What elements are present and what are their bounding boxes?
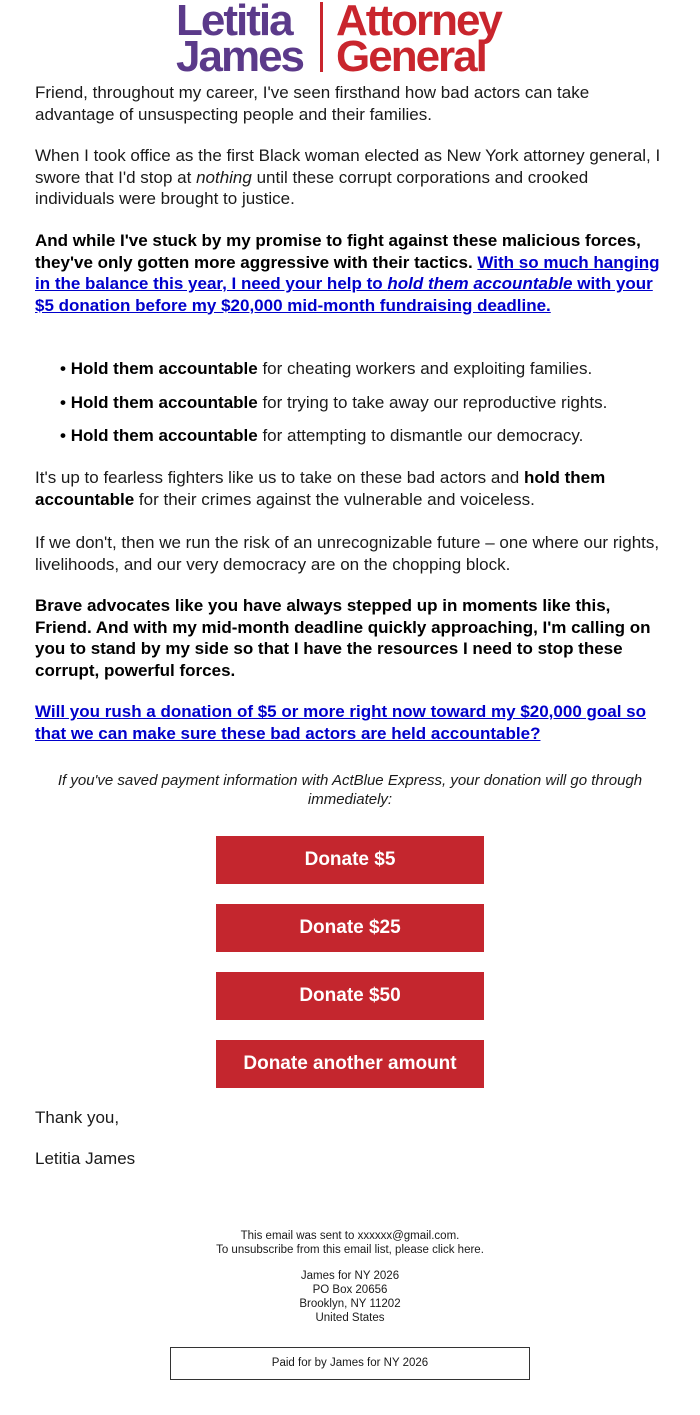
footer-address-line2: PO Box 20656 — [312, 1284, 388, 1296]
bullet-bold: Hold them accountable — [70, 393, 258, 412]
bullet-item-democracy — [60, 425, 670, 447]
promise-paragraph — [35, 230, 663, 316]
footer-address-line3: Brooklyn, NY 11202 — [299, 1298, 401, 1310]
campaign-logo — [0, 0, 700, 81]
footer-address-line4: United States — [315, 1312, 385, 1324]
donation-link-text-b: with your $5 donation before my $20,000 mid-month fundraising deadline. — [35, 274, 653, 315]
logo-title-line2: General — [336, 32, 486, 81]
office-paragraph — [35, 145, 663, 210]
bullet-text: for attempting to dismantle our democracy. — [257, 426, 584, 445]
footer-unsubscribe-link[interactable]: To unsubscribe from this email list, please click here. — [216, 1244, 484, 1256]
actblue-express-note: If you've saved payment information with ActBlue Express, your donation will go through immediately: — [57, 772, 643, 808]
risk-paragraph: If we don't, then we run the risk of an unrecognizable future – one where our rights, livelihoods, and our very democracy are on the chopping block. — [35, 533, 660, 574]
bullet-item-rights — [60, 392, 670, 414]
bullet-text: for trying to take away our reproductive rights. — [257, 393, 608, 412]
logo-name-line1: Letitia — [176, 0, 292, 45]
donate-5-button[interactable]: Donate $5 — [216, 836, 484, 884]
advocates-paragraph: Brave advocates like you have always stepped up in moments like this, Friend. And with my mid-month deadline quickly approaching, I'm calling on you to stand by my side so that I have the resources I need to stop these corrupt, powerful forces. — [35, 596, 651, 680]
bullet-text: for cheating workers and exploiting families. — [257, 359, 593, 378]
bullet-item-workers — [60, 358, 670, 380]
paid-for-disclaimer: Paid for by James for NY 2026 — [170, 1347, 530, 1380]
donation-link-text-a: With so much hanging in the balance this year, I need your help to — [35, 252, 660, 293]
donate-25-button[interactable]: Donate $25 — [216, 904, 484, 952]
ask-paragraph — [35, 701, 663, 744]
fighters-text-b: for their crimes against the vulnerable and voiceless. — [134, 489, 535, 509]
bullet-marker: • — [60, 393, 71, 412]
fighters-bold: hold them accountable — [35, 468, 606, 509]
footer-address-line1: James for NY 2026 — [300, 1270, 400, 1282]
footer-sent-to: This email was sent to xxxxxx@gmail.com. — [240, 1230, 460, 1242]
donation-link-emphasis: hold them accountable — [387, 274, 573, 293]
donation-link-secondary[interactable]: Will you rush a donation of $5 or more right now toward my $20,000 goal so that we can make sure these bad actors are held accountable? — [35, 702, 647, 743]
promise-bold-text: And while I've stuck by my promise to fight against these malicious forces, they've only gotten more aggressive with their tactics. — [35, 231, 641, 272]
closing-thanks: Thank you, — [35, 1108, 120, 1127]
logo-divider — [320, 2, 323, 72]
donate-other-amount-button[interactable]: Donate another amount — [216, 1040, 484, 1088]
office-text-a: When I took office as the first Black woman elected as New York attorney general, I swore that I'd stop at — [35, 146, 661, 187]
closing-signature: Letitia James — [35, 1149, 136, 1168]
logo-title-line1: Attorney — [336, 0, 501, 45]
intro-paragraph: Friend, throughout my career, I've seen firsthand how bad actors can take advantage of unsuspecting people and their families. — [35, 83, 590, 124]
bullet-marker: • — [60, 426, 71, 445]
donate-50-button[interactable]: Donate $50 — [216, 972, 484, 1020]
fighters-text-a: It's up to fearless fighters like us to take on these bad actors and — [35, 468, 524, 487]
fighters-paragraph — [35, 467, 663, 510]
bullet-bold: Hold them accountable — [70, 359, 258, 378]
office-text-emphasis: nothing — [196, 167, 252, 187]
bullet-marker: • — [60, 359, 71, 378]
bullet-bold: Hold them accountable — [70, 426, 258, 445]
logo-name-line2: James — [176, 32, 304, 81]
office-text-b: until these corrupt corporations and crooked individuals were brought to justice. — [35, 167, 589, 208]
